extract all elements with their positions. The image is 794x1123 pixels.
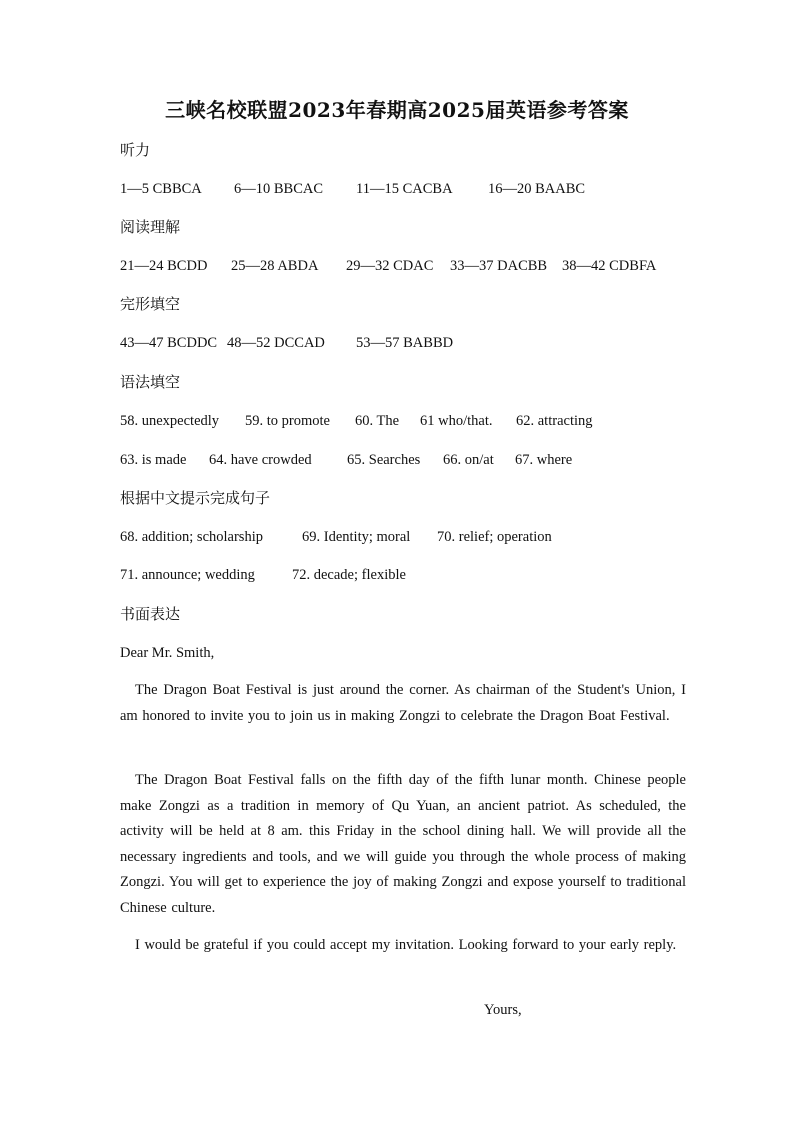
letter-paragraph: I would be grateful if you could accept my invitation. Looking forward to your early reply. bbox=[135, 937, 677, 953]
answer-item: 72. decade; flexible bbox=[292, 567, 406, 583]
answer-item: 70. relief; operation bbox=[437, 529, 552, 545]
grammar-answers-row-2 bbox=[120, 450, 572, 470]
section-heading-translation: 根据中文提示完成句子 bbox=[120, 489, 271, 507]
answer-item: 62. attracting bbox=[516, 413, 593, 429]
letter-salutation: Dear Mr. Smith, bbox=[120, 645, 215, 661]
answer-item: 67. where bbox=[515, 452, 573, 468]
answer-item: 65. Searches bbox=[347, 452, 421, 468]
section-heading-reading: 阅读理解 bbox=[120, 218, 181, 236]
answer-item: 66. on/at bbox=[443, 452, 494, 468]
answer-item: 63. is made bbox=[120, 452, 187, 468]
answer-group: 43—47 BCDDC bbox=[120, 335, 218, 351]
answer-group: 21—24 BCDD bbox=[120, 258, 208, 274]
translation-answers-row-1 bbox=[120, 527, 552, 547]
answer-item: 71. announce; wedding bbox=[120, 567, 255, 583]
answer-group: 11—15 CACBA bbox=[356, 181, 453, 197]
reading-answers bbox=[120, 256, 656, 276]
answer-group: 16—20 BAABC bbox=[488, 181, 586, 197]
cloze-answers bbox=[120, 333, 453, 353]
answer-group: 29—32 CDAC bbox=[346, 258, 434, 274]
page-title: 三峡名校联盟2023年春期高2025届英语参考答案 bbox=[165, 98, 629, 122]
grammar-answers-row-1 bbox=[120, 411, 593, 431]
answer-item: 59. to promote bbox=[245, 413, 330, 429]
answer-item: 58. unexpectedly bbox=[120, 413, 220, 429]
letter-closing: Yours, bbox=[484, 1002, 522, 1018]
answer-group: 53—57 BABBD bbox=[356, 335, 454, 351]
answer-group: 38—42 CDBFA bbox=[562, 258, 657, 274]
answer-group: 33—37 DACBB bbox=[450, 258, 548, 274]
answer-group: 6—10 BBCAC bbox=[234, 181, 324, 197]
letter-paragraph: The Dragon Boat Festival falls on the fifth day of the fifth lunar month. Chinese people make Zongzi as a tradition in memory of Qu Yuan, an ancient patriot. As scheduled, the activity will be held at 8 am. this Friday in the school dining hall. We will provide all the necessary ingredients and tools, and we will guide you through the whole process of making Zongzi. You will get to experience the joy of making Zongzi and expose yourself to traditional Chinese culture. bbox=[120, 772, 686, 916]
letter-paragraph: The Dragon Boat Festival is just around the corner. As chairman of the Student's Union, I am honored to invite you to join us in making Zongzi to celebrate the Dragon Boat Festival. bbox=[120, 682, 686, 724]
answer-group: 25—28 ABDA bbox=[231, 258, 319, 274]
answer-group: 1—5 CBBCA bbox=[120, 181, 202, 197]
section-heading-cloze: 完形填空 bbox=[120, 295, 181, 313]
answer-item: 60. The bbox=[355, 413, 400, 429]
section-heading-grammar: 语法填空 bbox=[120, 373, 181, 391]
answer-item: 64. have crowded bbox=[209, 452, 312, 468]
answer-item: 69. Identity; moral bbox=[302, 529, 411, 545]
section-heading-writing: 书面表达 bbox=[120, 605, 181, 623]
listening-answers bbox=[120, 179, 585, 199]
section-heading-listening: 听力 bbox=[120, 141, 151, 159]
answer-item: 68. addition; scholarship bbox=[120, 529, 263, 545]
answer-item: 61 who/that. bbox=[420, 413, 493, 429]
translation-answers-row-2 bbox=[120, 565, 406, 585]
answer-group: 48—52 DCCAD bbox=[227, 335, 325, 351]
